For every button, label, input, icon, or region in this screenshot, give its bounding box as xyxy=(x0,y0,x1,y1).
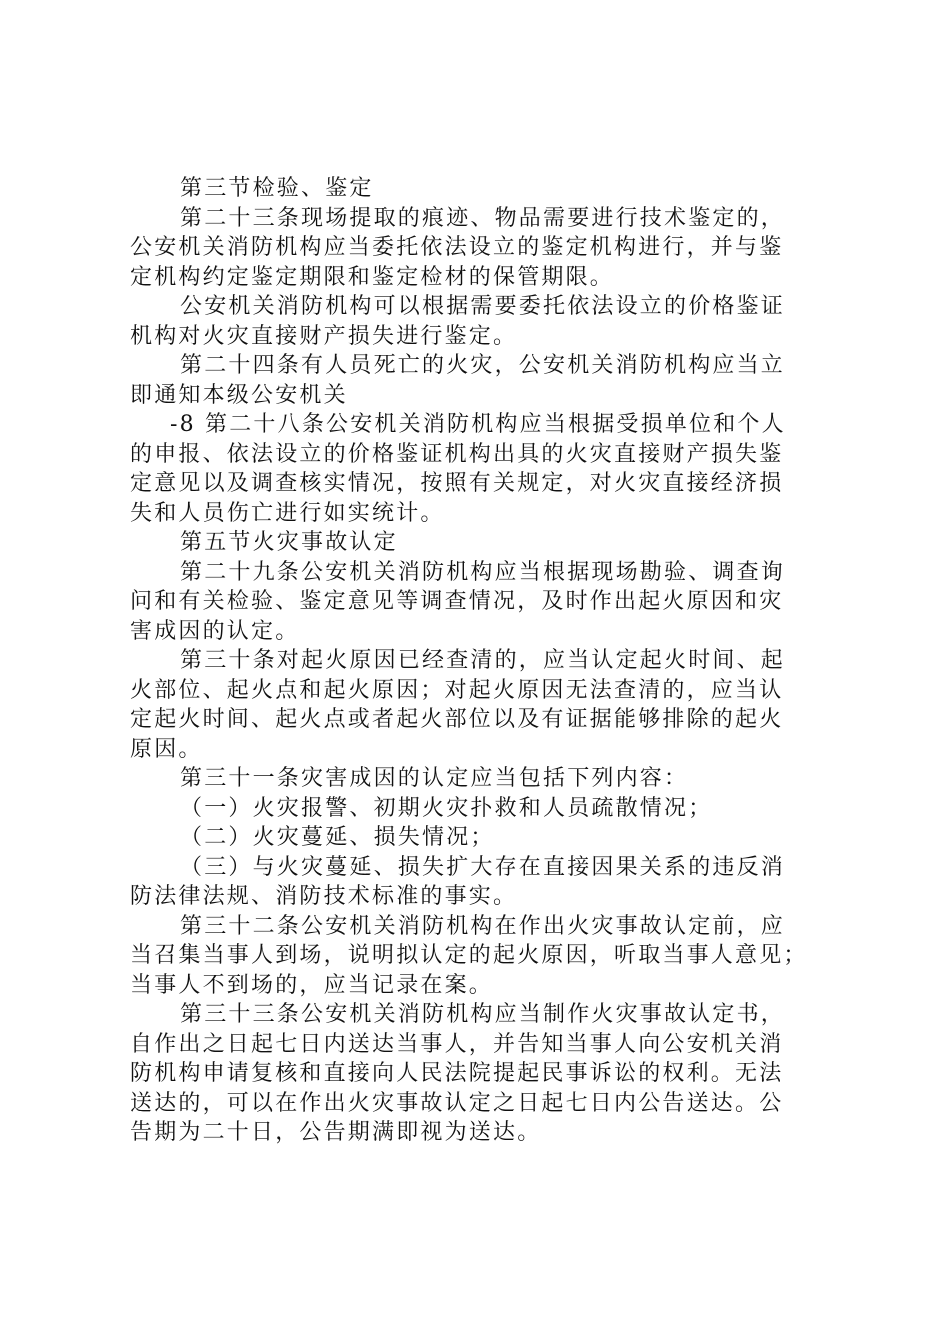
text-line: 第五节火灾事故认定 xyxy=(180,530,398,555)
text-line: 第三节检验、鉴定 xyxy=(180,176,374,201)
text-line: 当召集当事人到场，说明拟认定的起火原因，听取当事人意见； xyxy=(130,943,808,968)
text-line: 防机构申请复核和直接向人民法院提起民事诉讼的权利。无法 xyxy=(130,1061,784,1086)
text-line: 第三十三条公安机关消防机构应当制作火灾事故认定书， xyxy=(180,1002,786,1027)
text-line: 自作出之日起七日内送达当事人，并告知当事人向公安机关消 xyxy=(130,1031,784,1057)
text-line: 第二十三条现场提取的痕迹、物品需要进行技术鉴定的， xyxy=(180,205,786,231)
text-line: 送达的，可以在作出火灾事故认定之日起七日内公告送达。公 xyxy=(130,1090,784,1116)
text-line: 公安机关消防机构可以根据需要委托依法设立的价格鉴证 xyxy=(180,294,786,319)
text-line: 第三十条对起火原因已经查清的，应当认定起火时间、起 xyxy=(180,648,786,673)
text-line: 第二十九条公安机关消防机构应当根据现场勘验、调查询 xyxy=(180,559,786,585)
text-line: 定起火时间、起火点或者起火部位以及有证据能够排除的起火 xyxy=(130,707,784,732)
text-line: 火部位、起火点和起火原因；对起火原因无法查清的，应当认 xyxy=(130,677,784,703)
text-line: 定意见以及调查核实情况，按照有关规定，对火灾直接经济损 xyxy=(130,471,784,496)
text-line: （一）火灾报警、初期火灾扑救和人员疏散情况； xyxy=(180,795,713,821)
document-body xyxy=(130,174,830,1148)
text-line: 第三十一条灾害成因的认定应当包括下列内容： xyxy=(180,766,689,791)
text-line: 防法律法规、消防技术标准的事实。 xyxy=(130,884,518,909)
text-line: 问和有关检验、鉴定意见等调查情况，及时作出起火原因和灾 xyxy=(130,589,784,614)
text-line: -8 第二十八条公安机关消防机构应当根据受损单位和个人 xyxy=(170,412,786,437)
text-line: 公安机关消防机构应当委托依法设立的鉴定机构进行，并与鉴 xyxy=(130,235,784,260)
text-line: （二）火灾蔓延、损失情况； xyxy=(180,825,495,850)
text-line: 第三十二条公安机关消防机构在作出火灾事故认定前，应 xyxy=(180,913,786,939)
text-line: 害成因的认定。 xyxy=(130,618,300,644)
text-line: 当事人不到场的，应当记录在案。 xyxy=(130,972,494,998)
text-line: （三）与火灾蔓延、损失扩大存在直接因果关系的违反消 xyxy=(180,854,786,880)
text-line: 第二十四条有人员死亡的火灾，公安机关消防机构应当立 xyxy=(180,353,786,378)
text-line: 告期为二十日，公告期满即视为送达。 xyxy=(130,1120,542,1145)
text-line: 定机构约定鉴定期限和鉴定检材的保管期限。 xyxy=(130,264,615,290)
text-line: 原因。 xyxy=(130,736,203,762)
text-line: 机构对火灾直接财产损失进行鉴定。 xyxy=(130,323,518,349)
text-line: 即通知本级公安机关 xyxy=(130,382,348,408)
text-line: 的申报、依法设立的价格鉴证机构出具的火灾直接财产损失鉴 xyxy=(130,441,784,467)
text-line: 失和人员伤亡进行如实统计。 xyxy=(130,500,445,526)
